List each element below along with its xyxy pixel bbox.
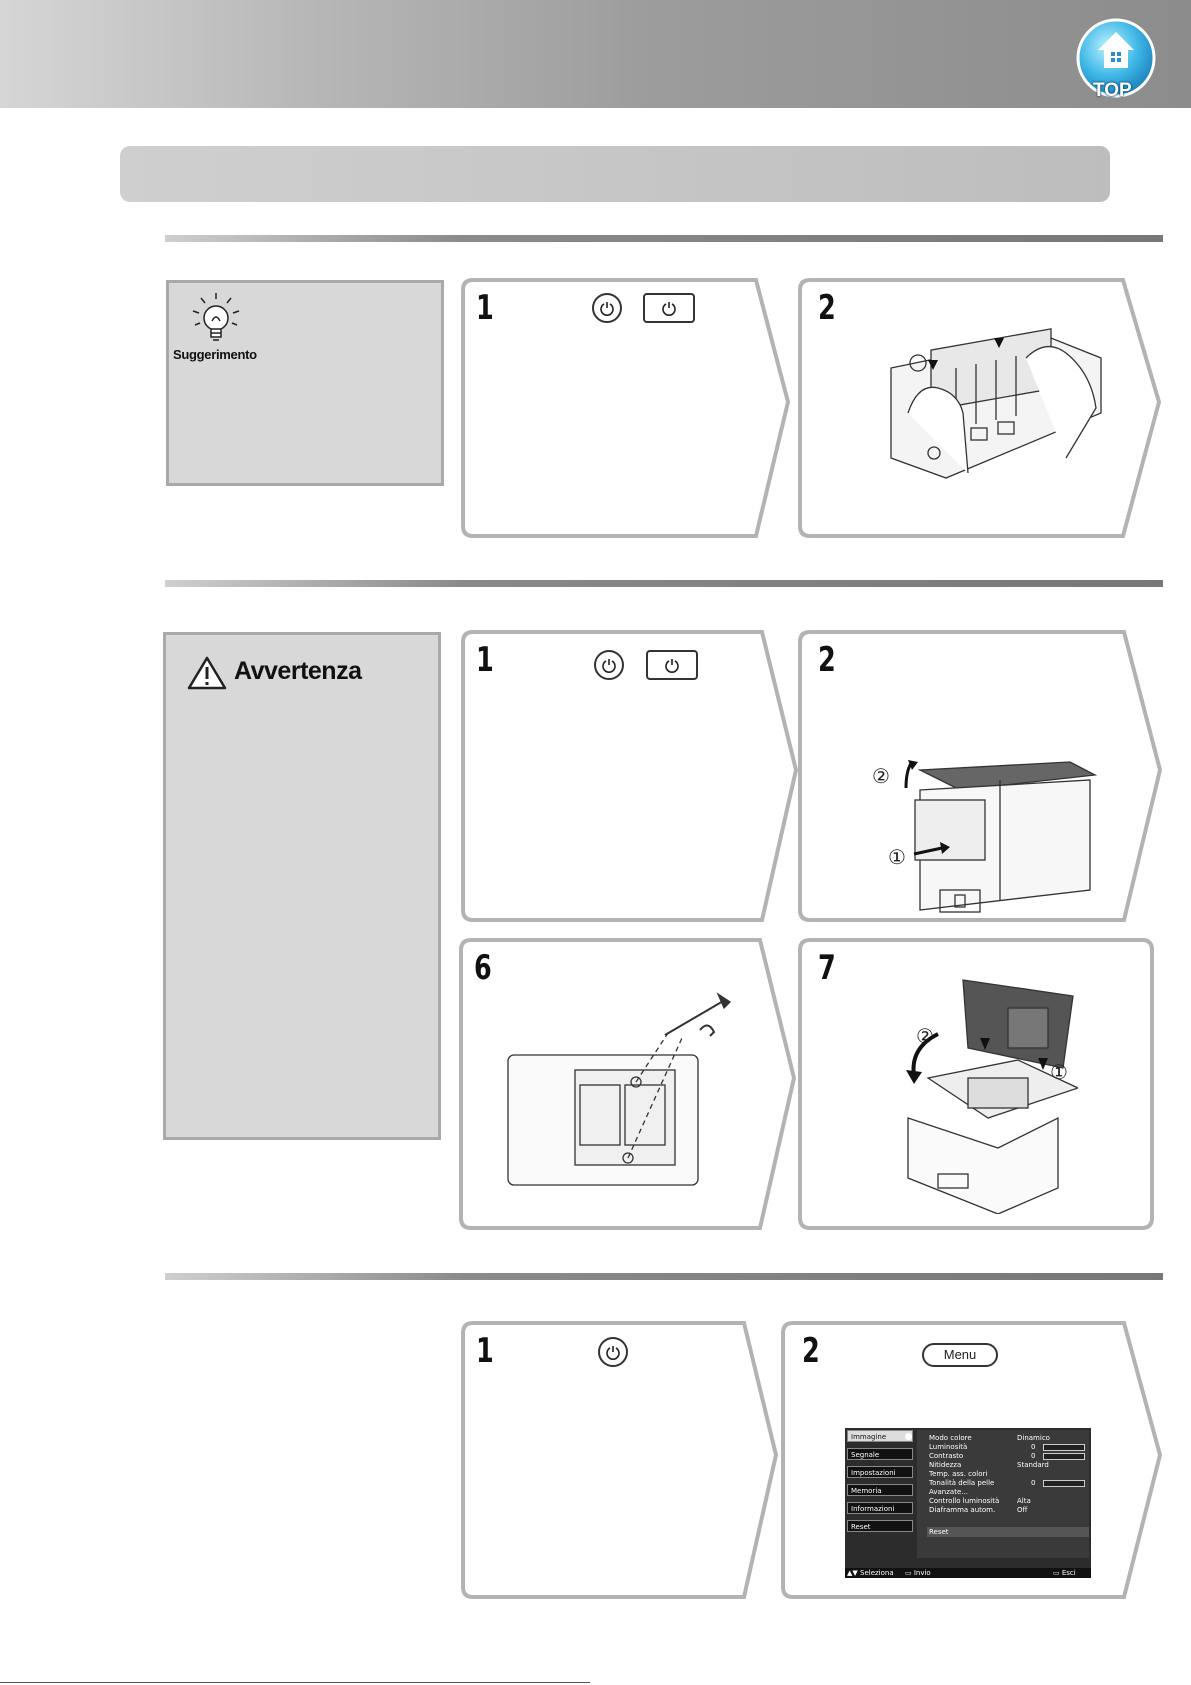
page-footer-line bbox=[0, 1682, 590, 1683]
menu-item-labels bbox=[929, 1434, 999, 1515]
menu-tab-impostazioni[interactable]: Impostazioni bbox=[847, 1466, 913, 1478]
callout-2: ② bbox=[872, 764, 890, 788]
menu-footer bbox=[845, 1568, 1091, 1578]
menu-item-label[interactable]: Avanzate... bbox=[929, 1488, 968, 1496]
warning-box bbox=[163, 632, 441, 1140]
step-number: 1 bbox=[476, 640, 494, 680]
step-number: 2 bbox=[802, 1331, 820, 1371]
menu-item-label[interactable]: Luminosità bbox=[929, 1443, 968, 1451]
section-rule-2 bbox=[165, 580, 1163, 587]
lamp-screws-illustration bbox=[500, 990, 750, 1190]
menu-item-label[interactable]: Tonalità della pelle bbox=[929, 1479, 995, 1487]
power-button-icon bbox=[646, 650, 698, 680]
power-icon bbox=[592, 293, 622, 323]
slider-luminosita bbox=[1043, 1444, 1085, 1451]
slider-contrasto bbox=[1043, 1453, 1085, 1460]
select-hint: ▲▼ Seleziona bbox=[847, 1569, 894, 1577]
top-label: TOP bbox=[1093, 80, 1132, 101]
push-arrow-icon bbox=[912, 840, 952, 860]
menu-tab-memoria[interactable]: Memoria bbox=[847, 1484, 913, 1496]
menu-item-label[interactable]: Diaframma autom. bbox=[929, 1506, 996, 1514]
lightbulb-icon bbox=[181, 289, 251, 347]
menu-item-value: Dinamico bbox=[1017, 1434, 1050, 1442]
step-panel-s1-1 bbox=[460, 278, 790, 540]
step-number: 7 bbox=[818, 948, 836, 988]
warning-label: Avvertenza bbox=[234, 657, 362, 685]
section-rule-1 bbox=[165, 235, 1163, 242]
menu-item-value: 0 bbox=[1031, 1452, 1036, 1460]
section-rule-3 bbox=[165, 1273, 1163, 1280]
menu-button-icon: Menu bbox=[922, 1343, 998, 1367]
config-menu-screen bbox=[845, 1428, 1091, 1578]
menu-items-panel bbox=[917, 1430, 1089, 1558]
menu-item-label[interactable]: Temp. ass. colori bbox=[929, 1470, 988, 1478]
section-title-bar bbox=[120, 146, 1110, 202]
menu-item-label[interactable]: Contrasto bbox=[929, 1452, 964, 1460]
check-icon bbox=[905, 1433, 912, 1440]
step-panel-s2-1 bbox=[460, 630, 798, 924]
menu-tab-immagine[interactable]: Immagine bbox=[847, 1430, 913, 1442]
callout-2: ② bbox=[916, 1024, 934, 1048]
menu-tab-segnale[interactable]: Segnale bbox=[847, 1448, 913, 1460]
menu-item-label[interactable]: Controllo luminosità bbox=[929, 1497, 1000, 1505]
step-number: 6 bbox=[474, 948, 492, 988]
power-icon bbox=[594, 650, 624, 680]
menu-item-value: Alta bbox=[1017, 1497, 1031, 1505]
menu-item-label[interactable]: Modo colore bbox=[929, 1434, 972, 1442]
enter-hint: ▭ Invio bbox=[905, 1569, 931, 1577]
step-number: 2 bbox=[818, 288, 836, 328]
menu-item-value: Standard bbox=[1017, 1461, 1049, 1469]
menu-tab-list bbox=[847, 1430, 913, 1538]
menu-tab-reset[interactable]: Reset bbox=[847, 1520, 913, 1532]
lamp-cover-attach-illustration bbox=[898, 978, 1078, 1214]
slider-tonalita bbox=[1043, 1480, 1085, 1487]
exit-hint: ▭ Esci bbox=[1053, 1569, 1076, 1577]
menu-reset-row[interactable]: Reset bbox=[927, 1527, 1089, 1537]
menu-item-value: 0 bbox=[1031, 1479, 1036, 1487]
menu-item-label[interactable]: Nitidezza bbox=[929, 1461, 962, 1469]
power-icon bbox=[598, 1337, 628, 1367]
menu-item-value: 0 bbox=[1031, 1443, 1036, 1451]
power-button-icon bbox=[643, 293, 695, 323]
step-number: 2 bbox=[818, 640, 836, 680]
callout-1: ① bbox=[888, 845, 906, 869]
menu-tab-informazioni[interactable]: Informazioni bbox=[847, 1502, 913, 1514]
top-button[interactable] bbox=[1074, 18, 1158, 104]
page-header bbox=[0, 0, 1191, 108]
air-filter-removal-illustration bbox=[886, 318, 1106, 488]
tip-box bbox=[166, 280, 444, 486]
step-number: 1 bbox=[476, 1331, 494, 1371]
lift-arrow-icon bbox=[900, 756, 920, 790]
menu-item-value: Off bbox=[1017, 1506, 1028, 1514]
warning-icon bbox=[186, 655, 228, 691]
lamp-cover-removal-illustration bbox=[900, 750, 1100, 918]
tip-label: Suggerimento bbox=[173, 347, 257, 362]
step-number: 1 bbox=[476, 288, 494, 328]
callout-1: ① bbox=[1050, 1060, 1068, 1084]
